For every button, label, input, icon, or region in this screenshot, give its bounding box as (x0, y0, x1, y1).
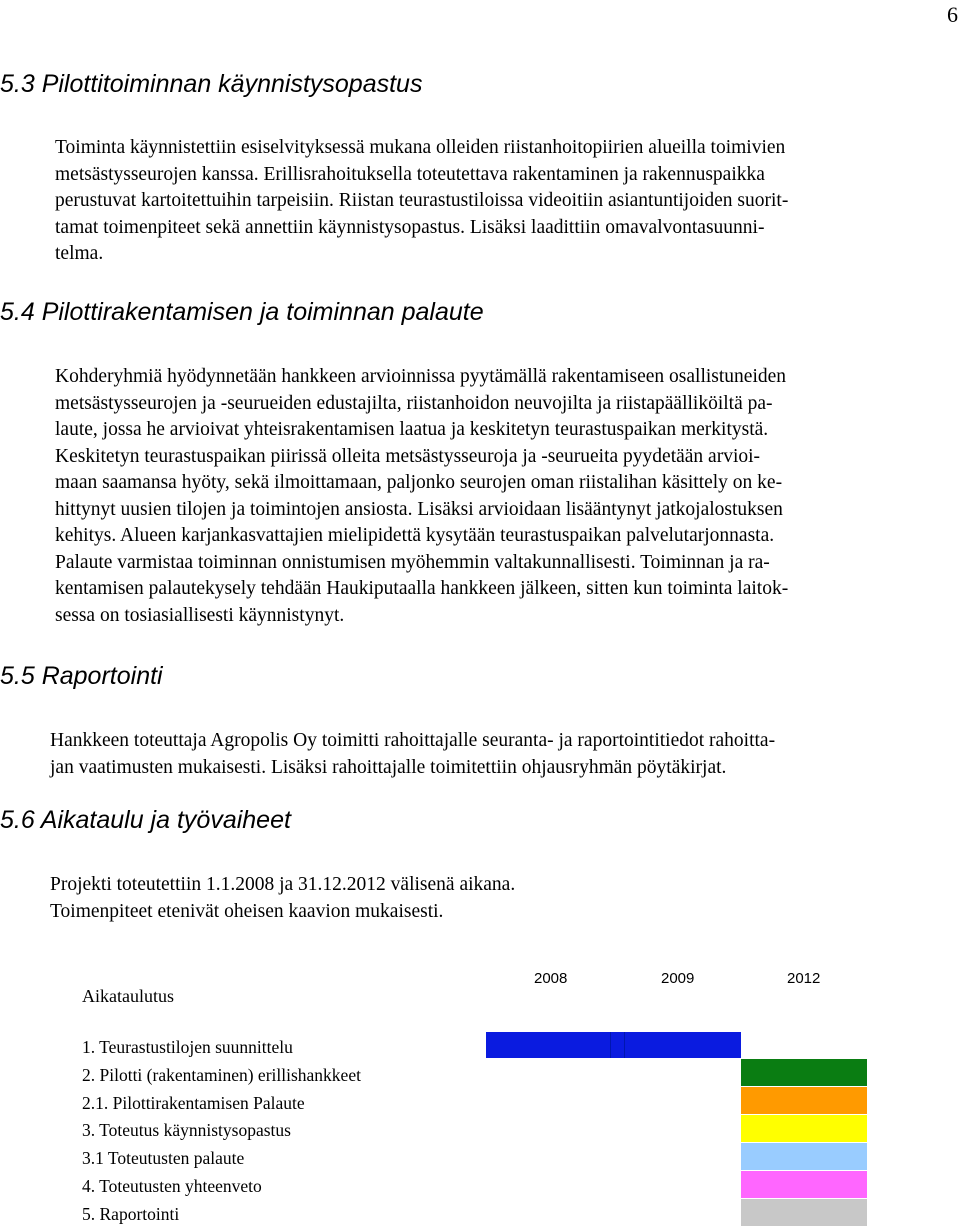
text-line: maan saamansa hyöty, sekä ilmoittamaan, paljonko seurojen oman riistalihan käsittely on ke- (55, 472, 783, 493)
section-5-3-paragraph (55, 135, 788, 268)
task-label-2: 2. Pilotti (rakentaminen) erillishankkeet (82, 1064, 361, 1085)
text-line: Hankkeen toteuttaja Agropolis Oy toimitti rahoittajalle seuranta- ja raportointitiedot rahoitta- (50, 730, 776, 751)
text-line: perustuvat kartoitettuihin tarpeisiin. Riistan teurastustiloissa videoitiin asiantuntijoiden suorit- (55, 190, 789, 211)
year-label-2009: 2009 (661, 970, 695, 987)
text-line: metsästysseurojen kanssa. Erillisrahoituksella toteutettava rakentaminen ja rakennuspaikka (55, 163, 765, 185)
section-heading-5-3: 5.3 Pilottitoiminnan käynnistysopastus (0, 70, 423, 98)
gantt-bar-divider (610, 1032, 611, 1058)
gantt-bar-divider (624, 1032, 625, 1058)
gantt-bar-2-1 (741, 1087, 867, 1114)
section-heading-5-6: 5.6 Aikataulu ja työvaiheet (0, 806, 291, 834)
gantt-bar-4 (741, 1171, 867, 1198)
gantt-bar-3-1 (741, 1143, 867, 1170)
schedule-title: Aikataulutus (82, 986, 174, 1006)
text-line: Projekti toteutettiin 1.1.2008 ja 31.12.2012 välisenä aikana. (50, 874, 516, 895)
text-line: Toiminta käynnistettiin esiselvityksessä mukana olleiden riistanhoitopiirien alueilla toimivien (55, 137, 786, 158)
text-line: Toimenpiteet etenivät oheisen kaavion mukaisesti. (50, 900, 444, 922)
task-label-5: 5. Raportointi (82, 1203, 180, 1224)
gantt-bar-5 (741, 1199, 867, 1226)
schedule-task-list (82, 1034, 361, 1229)
task-label-1: 1. Teurastustilojen suunnittelu (82, 1037, 293, 1057)
year-label-2008: 2008 (534, 970, 568, 987)
section-heading-5-5: 5.5 Raportointi (0, 662, 163, 690)
section-5-5-paragraph (50, 728, 775, 781)
task-label-2-1: 2.1. Pilottirakentamisen Palaute (82, 1092, 305, 1113)
text-line: Keskitetyn teurastuspaikan piirissä olleita metsästysseuroja ja -seurueita pyydetään arvioi- (55, 445, 761, 467)
task-label-3-1: 3.1 Toteutusten palaute (82, 1148, 245, 1169)
gantt-bar-3 (741, 1115, 867, 1142)
text-line: laute, jossa he arvioivat yhteisrakentamisen laatua ja keskitetyn teurastuspaikan merkitystä. (55, 419, 769, 440)
section-heading-5-4: 5.4 Pilottirakentamisen ja toiminnan palaute (0, 298, 484, 326)
text-line: hittynyt uusien tilojen ja toimintojen ansiosta. Lisäksi arvioidaan lisääntynyt jatkojalostuksen (55, 498, 783, 520)
year-label-2012: 2012 (787, 970, 821, 987)
text-line: kentamisen palautekysely tehdään Haukiputaalla hankkeen jälkeen, sitten kun toiminta laitok- (55, 578, 789, 599)
page-number: 6 (947, 2, 958, 27)
text-line: tamat toimenpiteet sekä annettiin käynnistysopastus. Lisäksi laadittiin omavalvontasuunni- (55, 216, 765, 238)
task-label-4: 4. Toteutusten yhteenveto (82, 1175, 262, 1196)
text-line: metsästysseurojen ja -seurueiden edustajilta, riistanhoidon neuvojilta ja riistapäälliköiltä pa- (55, 392, 773, 414)
section-5-6-paragraph (50, 872, 515, 925)
section-5-4-paragraph (55, 364, 788, 629)
text-line: jan vaatimusten mukaisesti. Lisäksi rahoittajalle toimitettiin ohjausryhmän pöytäkirjat. (50, 756, 727, 778)
text-line: sessa on tosiasiallisesti käynnistynyt. (55, 604, 345, 626)
text-line: kehitys. Alueen karjankasvattajien mielipidettä kysytään teurastuspaikan palvelutarjonnasta. (55, 525, 775, 546)
gantt-bar-1 (486, 1032, 741, 1058)
text-line: telma. (55, 243, 104, 264)
text-line: Palaute varmistaa toiminnan onnistumisen myöhemmin valtakunnallisesti. Toiminnan ja ra- (55, 551, 770, 573)
text-line: Kohderyhmiä hyödynnetään hankkeen arvioinnissa pyytämällä rakentamiseen osallistuneiden (55, 366, 787, 387)
task-label-3: 3. Toteutus käynnistysopastus (82, 1120, 291, 1141)
gantt-bar-2 (741, 1059, 867, 1086)
